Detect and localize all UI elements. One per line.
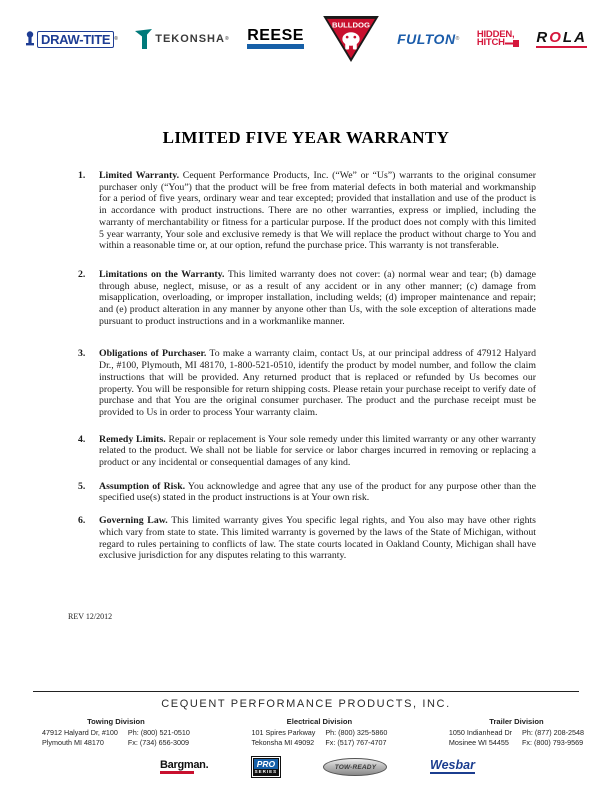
warranty-terms-list [78,170,536,577]
hidden-hitch-line1: HIDDEN, [476,28,515,40]
item-heading: Limited Warranty. [99,170,180,181]
rola-letter-r: R [536,28,550,46]
division-address-line1: 101 Spires Parkway [251,728,316,737]
item-body: Repair or replacement is Your sole remedy under this limited warranty or any other warranty related to the product. We shall not be liable for service or labor charges incurred in removing or replacing a product or any incidental or consequential damages of any kind. [99,433,536,469]
item-heading: Governing Law. [99,515,168,527]
item-text [99,434,536,469]
pro-series-logo-bottom-text: SERIES [254,769,278,774]
rola-logo [536,28,587,48]
registered-mark: ® [224,36,230,42]
warranty-item-1 [78,170,536,252]
reese-logo [247,29,304,49]
bulldog-logo [322,15,380,63]
division-contact-grid [42,728,190,747]
wesbar-logo-text: Wesbar [430,758,475,772]
fulton-logo-text: FULTON [397,31,456,47]
division-name: Towing Division [87,717,145,726]
registered-mark: ® [114,36,118,42]
rola-tagline-bar [536,46,587,48]
division-contact-grid [449,728,584,747]
footer-divider-line [33,691,579,692]
division-address-line2: Mosinee WI 54455 [448,738,509,747]
item-number: 5. [78,480,86,492]
tow-ready-logo [323,758,387,776]
division-contact-row [42,717,584,747]
hitch-receiver-icon [505,39,519,48]
division-fax: Fx: (734) 656-3009 [127,738,190,747]
item-number: 4. [78,433,86,445]
reese-logo-text: REESE [247,27,304,44]
tekonsha-flag-icon [135,29,153,49]
division-fax: Fx: (800) 793-9569 [522,738,584,747]
warranty-item-5 [78,481,536,504]
item-heading: Assumption of Risk. [99,480,186,492]
rola-letter-o: O [549,28,563,46]
warranty-item-6 [78,515,536,562]
bulldog-triangle-icon [322,15,380,63]
division-phone: Ph: (877) 208-2548 [522,728,584,737]
revision-label: REV 12/2012 [68,612,113,621]
item-number: 2. [78,268,86,280]
pro-series-logo-top-text: PRO [254,759,278,769]
item-heading: Remedy Limits. [99,433,166,445]
item-heading: Limitations on the Warranty. [99,268,225,280]
division-contact-grid [251,728,387,747]
tow-ready-logo-text: TOW-READY [334,763,377,771]
hidden-hitch-logo [476,28,519,48]
division-address-line2: Plymouth MI 48170 [42,738,104,747]
division-name: Electrical Division [286,717,353,726]
warranty-item-4 [78,434,536,469]
item-body: This limited warranty does not cover: (a) normal wear and tear; (b) damage through abuse, neglect, misuse, or as a result of any accident or in any other manner; (c) damage from misapplication, overloading, or improper installation, including welds; (d) improper maintenance and repair; and (e) product alteration in any manner by anyone other than Us, with the sole exception of alterations made pursuant to product instructions and in a workmanlike manner. [99,268,536,327]
item-text [99,481,536,504]
electrical-division-block [251,717,387,747]
bulldog-logo-text: BULLDOG [331,20,370,30]
pro-series-logo [251,756,281,778]
item-body: You acknowledge and agree that any use of the product for any purpose other than the specified use(s) stated in the product instructions is at Your own risk. [99,480,536,504]
item-number: 1. [78,170,86,181]
bargman-logo [160,760,208,774]
rola-letters-la: LA [562,28,587,46]
footer-logo-row [160,756,475,778]
division-address-line1: 47912 Halyard Dr, #100 [42,728,118,737]
item-heading: Obligations of Purchaser. [99,348,207,360]
division-phone: Ph: (800) 521-0510 [127,728,190,737]
bargman-red-bar [160,771,194,774]
item-body: To make a warranty claim, contact Us, at our principal address of 47912 Halyard Dr., #100, Plymouth, MI 48170, 1-800-521-0510, identify the product by model number, and follow the claim instructions that will be provided. Any returned product that is replaced or refunded by Us becomes our property. You will be responsible for return shipping costs. Please retain your purchase receipt to verify date of purchase and that You are the original consumer purchaser. The product and the purchase receipt must be provided to Us in order to process Your warranty claim. [99,348,536,418]
company-name: CEQUENT PERFORMANCE PRODUCTS, INC. [161,698,451,710]
item-text [99,515,536,562]
registered-mark: ® [455,36,460,42]
header-logo-row [25,14,587,64]
division-fax: Fx: (517) 767-4707 [325,738,387,747]
division-name: Trailer Division [489,717,544,726]
trailer-division-block [449,717,584,747]
wesbar-underline-bar [430,772,475,774]
division-phone: Ph: (800) 325-5860 [325,728,388,737]
item-body: This limited warranty gives You specific legal rights, and You also may have other rights which vary from state to state. This limited warranty is governed by the laws of the State of Michigan, without regard to rules pertaining to conflicts of law. The state courts located in Oakland County, Michigan shall have exclusive jurisdiction for any disputes relating to this warranty. [99,515,536,562]
item-text [99,170,536,252]
warranty-item-3 [78,348,536,418]
reese-blue-bar [247,44,304,49]
bargman-logo-text: Bargman. [160,759,209,772]
hidden-hitch-line2: HITCH [476,37,505,48]
warranty-item-2 [78,269,536,328]
drawtite-logo-text: DRAW-TITE [37,31,114,48]
tekonsha-logo [135,29,229,49]
hitch-ball-icon [25,31,35,47]
item-number: 6. [78,515,86,527]
tekonsha-logo-text: TEKONSHA [155,33,225,45]
wesbar-logo [430,760,475,774]
fulton-logo [397,31,459,47]
division-address-line1: 1050 Indianhead Dr [448,728,513,737]
item-number: 3. [78,348,86,360]
item-text [99,269,536,328]
item-text [99,348,536,418]
drawtite-logo [25,31,118,48]
towing-division-block [42,717,190,747]
page-title: LIMITED FIVE YEAR WARRANTY [162,128,450,147]
division-address-line2: Tekonsha MI 49092 [251,738,315,747]
item-body: Cequent Performance Products, Inc. (“We” or “Us”) warrants to the original consumer purchaser only (“You”) that the product will be free from material defects in both material and workmanship for a period of five years, ordinary wear and tear excepted; provided that installation and use of the product is in accordance with product instructions. There are no other warranties, express or implied, including the warranty of merchantability or fitness for a particular purpose. If the product does not comply with this limited 5 year warranty, Your sole and exclusive remedy is that We will replace the product without charge to You and within a reasonable time or, at our option, refund the purchase price. This warranty is not transferable. [99,170,536,252]
